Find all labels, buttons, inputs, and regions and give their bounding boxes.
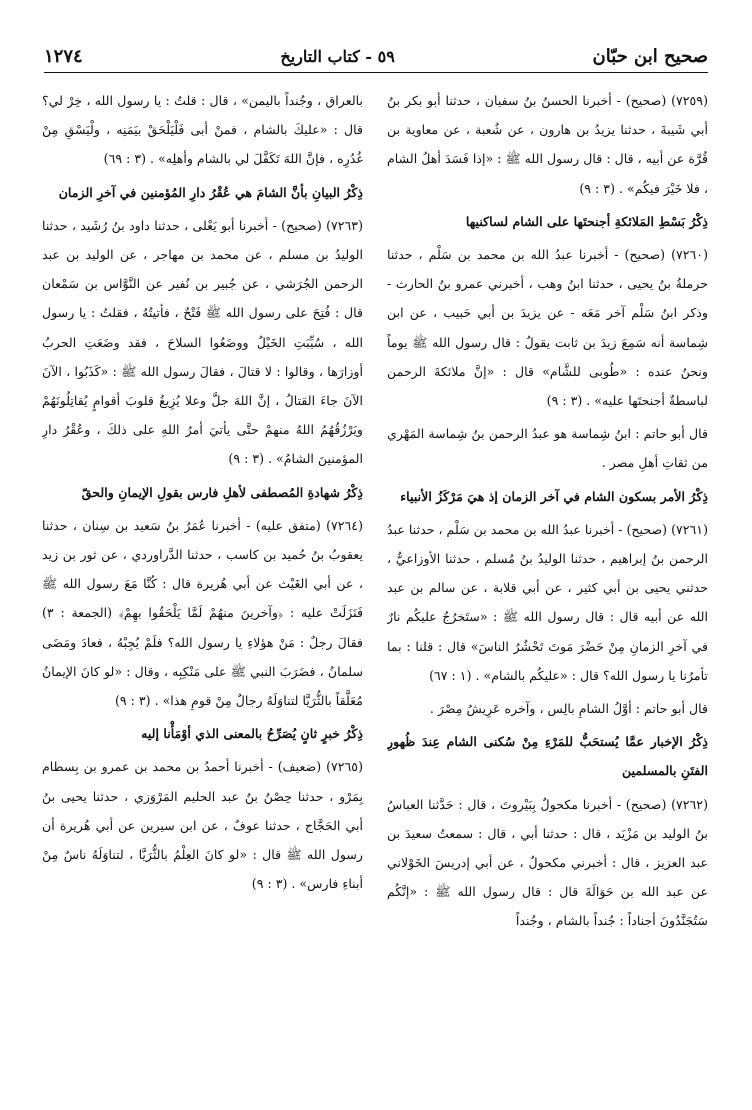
page-number: ١٢٧٤ xyxy=(44,45,83,67)
right-column-hadith: (٧٢٦٢) (صحيح) - أخبرنا مكحولٌ بِبَيْروتَ ، قال : حَدَّثنا العباسُ بنُ الوليد بن مَزْيَد ، قال : حدثنا أبي ، قال : سمعتُ سعيدَ بن عبد العزيز ، قال : أخبرني مكحولٌ ، عن أبي إدريسَ الخَوْلاني عن عبد الله بن حَوَالَةَ قال : قال رسول الله ﷺ : «إنَّكُم سَتُجَنَّدُونَ أجناداً : جُنداً بالشام ، وجُنداً xyxy=(387,796,708,929)
right-column-hadith: (٧٢٦٠) (صحيح) - أخبرنا عبدُ الله بن محمد بن سَلْم ، حدثنا حرملةُ بنُ يحيى ، حدثنا ابنُ وهب ، أخبرني عمرو بنُ الحارث - وذكر ابنُ سَلْم آخر مَعَه - عن يزيدَ بن أبي حَبيب ، عن ابن شِماسة أنه سَمِعَ زيدَ بن ثابت يقولُ : قال رسول الله ﷺ يوماً ونحنُ عنده : «طُوبى للشَّام» قال : «إنَّ ملائكةَ الرحمن لباسطةٌ أجنحتَها عليه» . (٣ : ٩) xyxy=(387,247,708,409)
right-column-note: قال أبو حاتم : أوَّلُ الشامِ بالِس ، وآخره عَرِيشُ مِصْرَ . xyxy=(429,701,708,717)
left-column-hadith: (٧٢٦٥) (ضعيف) - أخبرنا أحمدُ بن محمد بن عمرو بن بِسطام بِمَرْو ، حدثنا حِصْنُ بنُ عبد الحليم المَرْوَزي ، حدثنا يحيى بنُ أبي الحَجَّاج ، حدثنا عوفٌ ، عن ابن سيرين عن أبي هُريرة أن رسول الله ﷺ قال : «لو كانَ العِلْمُ بالثُّرَيَّا ، لتناوَلَهُ ناسٌ مِنْ أبناءِ فارس» . (٣ : ٩) xyxy=(42,759,363,892)
right-column xyxy=(387,86,708,1086)
left-column-hadith: (٧٢٦٤) (متفق عليه) - أخبرنا عُمَرُ بنُ سَعيد بن سِنان ، حدثنا يعقوبُ بنُ حُميد بن كاسب ، حدثنا الدَّراوردي ، عن ثور بن زيد ، عن أبي الغَيْث عن أبي هُريرة قال : كُنَّا مَعَ رسول الله ﷺ فَنَزَلَتْ عليه : ﴿وآخرينَ منهُمْ لَمَّا يَلْحَقُوا بهِمْ﴾ (الجمعة : ٣) فقالَ رجلٌ : مَنْ هؤلاءِ يا رسول الله؟ فلَمْ يُجِبْهُ ، فعادَ ومَضَى سلمانُ ، فضَرَبَ النبي ﷺ على مَنْكِبِه ، وقال : «لو كانَ الإيمانُ مُعَلَّقاً بالثُّرَيَّا لتناوَلَهُ رجالٌ مِنْ قومِ هذا» . (٣ : ٩) xyxy=(42,517,363,709)
text-columns xyxy=(42,86,708,1086)
right-column-hadith: (٧٢٦١) (صحيح) - أخبرنا عبدُ الله بن محمد بن سَلْم ، حدثنا عبدُ الرحمن بنُ إبراهيم ، حدثنا الوليدُ بنُ مُسلم ، حدثنا الأوزاعيُّ ، حدثني يحيى بن أبي كثير ، عن أبي قلابة ، عن سالم بن عبد الله عن أبيه قال : قال رسول الله ﷺ : «ستَخرُجُ عليكُم نارٌ في آخرِ الزمانِ مِنْ حَضْرَ مَوتَ تَحْشُرُ الناسَ» قال : قلنا : بما تأمرُنا يا رسول الله؟ قال : «عليكُم بالشام» . (١ : ٦٧) xyxy=(387,521,708,683)
left-column-heading: ذِكْرُ شهادةِ المُصطفى لأهلِ فارس بقولِ الإيمانِ والحقّ xyxy=(81,484,363,500)
left-column-heading: ذِكْرُ خبرٍ ثانٍ يُصَرِّحُ بالمعنى الذي أوْمَأْنا إليه xyxy=(141,726,363,742)
left-column xyxy=(42,86,363,1086)
left-column-heading: ذِكْرُ البيانِ بأنَّ الشامَ هي عُقْرُ دارِ المُؤمنين في آخرِ الزمان xyxy=(58,184,363,200)
right-column-hadith: (٧٢٥٩) (صحيح) - أخبرنا الحسنُ بنُ سفيان ، حدثنا أبو بكر بنُ أبي شَيبةَ ، حدثنا يزيدُ بن هارون ، عن شُعبة ، عن معاوية بن قُرَّة عن أبيه ، قال : قال رسول الله ﷺ : «إذا فَسَدَ أهلُ الشام ، فلا خَيْرَ فيكُم» . (٣ : ٩) xyxy=(387,93,708,196)
page-header xyxy=(44,40,708,73)
book-title: صحيح ابن حبّان xyxy=(592,45,708,67)
right-column-note: قال أبو حاتم : ابنُ شِماسة هو عبدُ الرحمن بنُ شِماسة المَهْري من ثقاتِ أهلِ مصر . xyxy=(387,426,708,471)
chapter-title: ٥٩ - كتاب التاريخ xyxy=(280,46,395,66)
left-column-hadith: (٧٢٦٣) (صحيح) - أخبرنا أبو يَعْلى ، حدثنا داود بنُ رُشَيد ، حدثنا الوليدُ بن مسلم ، عن محمد بن مهاجر ، عن الوليد بن عبد الرحمن الجُرَشي ، عن جُبير بن نُفير عن النَّوَّاس بن سَمْعان قال : فُتِحَ على رسول الله ﷺ فَتْحٌ ، فأتيتُهُ ، فقلتُ : يا رسول الله ، سُيِّبَتِ الخَيْلُ ووضَعُوا السلاحَ ، فقد وضَعَتِ الحربُ أوزارَها ، وقالوا : لا قتالَ ، فقالَ رسول الله ﷺ : «كَذَبُوا ، الآنَ الآنَ جاءَ القتالُ ، إنَّ اللهَ جلَّ وعلا يُزِيغُ قلوبَ أقوامٍ يُقاتِلُونَهُمْ ويَرْزُقُهُمُ اللهُ منهمْ حتَّى يأتيَ أمرُ اللهِ على ذلكَ ، وعُقْرُ دارِ المؤمنينَ الشامُ» . (٣ : ٩) xyxy=(42,217,363,467)
right-column-heading: ذِكْرُ الإخبار عمَّا يُستحَبُّ للمَرْءِ مِنْ سُكنى الشام عِندَ ظُهورِ الفتَنِ بالمسلمين xyxy=(387,734,708,779)
right-column-heading: ذِكْرُ بَسْطِ المَلائكةِ أجنحتَها على الشام لساكنيها xyxy=(465,213,708,229)
left-column-hadith: بالعراق ، وجُنداً باليمن» ، قال : قلتُ : يا رسول الله ، خِرْ لي؟ قال : «عليكَ بالشام ، فمنْ أبى فَلْيَلْحَقْ بيَمَنِه ، ولْيَسْقِ مِنْ غُدُرِه ، فإنَّ اللهَ تَكَفَّلَ لي بالشام وأهلِه» . (٣ : ٦٩) xyxy=(42,93,363,167)
right-column-heading: ذِكْرُ الأمر بسكون الشام في آخر الزمان إذ هيَ مَرْكَزُ الأنبياء xyxy=(400,488,708,504)
